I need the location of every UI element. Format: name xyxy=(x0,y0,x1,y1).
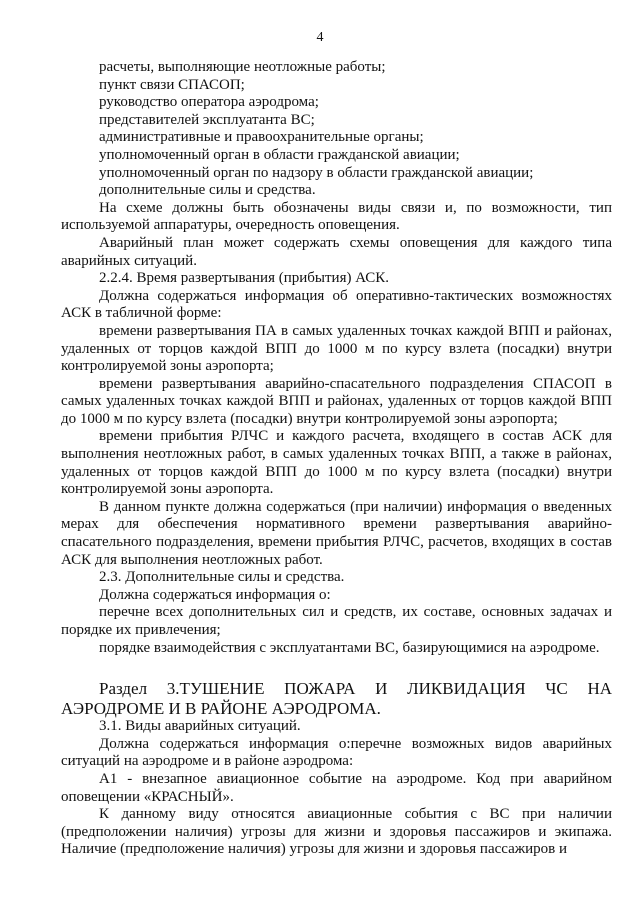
paragraph: А1 - внезапное авиационное событие на аэродроме. Код при аварийном оповещении «КРАСНЫЙ». xyxy=(61,770,612,805)
list-item: представителей эксплуатанта ВС; xyxy=(99,111,315,128)
subsection-heading: 3.1. Виды аварийных ситуаций. xyxy=(99,718,301,735)
paragraph: Должна содержаться информация о: xyxy=(99,586,331,603)
list-item: уполномоченный орган в области гражданской авиации; xyxy=(99,146,460,163)
paragraph: Должна содержаться информация об оперативно-тактических возможностях АСК в табличной форме: xyxy=(61,287,612,322)
list-item: расчеты, выполняющие неотложные работы; xyxy=(99,59,386,75)
paragraph: Аварийный план может содержать схемы оповещения для каждого типа аварийных ситуаций. xyxy=(61,234,612,269)
list-item: времени развертывания аварийно-спасательного подразделения СПАСОП в самых удаленных точках каждой ВПП и районах, удаленных от торцов каждой ВПП до 1000 м по курсу взлета (посадки) внутри контролируемой зоны аэропорта; xyxy=(61,375,612,427)
paragraph: Должна содержаться информация о:перечне возможных видов аварийных ситуаций на аэродроме и в районе аэродрома: xyxy=(61,735,612,770)
list-item: порядке взаимодействия с эксплуатантами ВС, базирующимися на аэродроме. xyxy=(99,639,600,656)
list-item: пункт связи СПАСОП; xyxy=(99,76,245,93)
paragraph: К данному виду относятся авиационные события с ВС при наличии (предположении наличия) угрозы для жизни и здоровья пассажиров и экипажа. Наличие (предположение наличия) угрозы для жизни и здоровья пассажиров и xyxy=(61,806,612,858)
list-item: дополнительные силы и средства. xyxy=(99,182,316,199)
list-item: времени развертывания ПА в самых удаленных точках каждой ВПП и районах, удаленных от торцов каждой ВПП до 1000 м по курсу взлета (посадки) внутри контролируемой зоны аэропорта; xyxy=(61,322,612,375)
subsection-heading: 2.2.4. Время развертывания (прибытия) АСК. xyxy=(99,270,390,287)
section-title: Раздел 3.ТУШЕНИЕ ПОЖАРА И ЛИКВИДАЦИЯ ЧС НА АЭРОДРОМЕ И В РАЙОНЕ АЭРОДРОМА. xyxy=(61,679,612,718)
list-item: перечне всех дополнительных сил и средств, их составе, основных задачах и порядке их привлечения; xyxy=(61,604,612,638)
subsection-heading: 2.3. Дополнительные силы и средства. xyxy=(99,569,345,586)
paragraph: На схеме должны быть обозначены виды связи и, по возможности, тип используемой аппаратуры, очередность оповещения. xyxy=(61,199,612,234)
list-item: руководство оператора аэродрома; xyxy=(99,94,319,111)
list-item: времени прибытия РЛЧС и каждого расчета, входящего в состав АСК для выполнения неотложных работ, в самых удаленных точках ВПП, а также в районах, удаленных от торцов каждой ВПП до 1000 м по курсу взлета (посадки) внутри контролируемой зоны аэропорта. xyxy=(61,428,612,498)
page-number: 4 xyxy=(316,30,324,45)
paragraph: В данном пункте должна содержаться (при наличии) информация о введенных мерах для обеспечения нормативного времени развертывания аварийно-спасательного подразделения, времени прибытия РЛЧС, расчетов, входящих в состав АСК для выполнения неотложных работ. xyxy=(61,498,612,568)
list-item: уполномоченный орган по надзору в области гражданской авиации; xyxy=(99,164,534,181)
document-body xyxy=(61,59,612,859)
list-item: административные и правоохранительные органы; xyxy=(99,129,424,146)
